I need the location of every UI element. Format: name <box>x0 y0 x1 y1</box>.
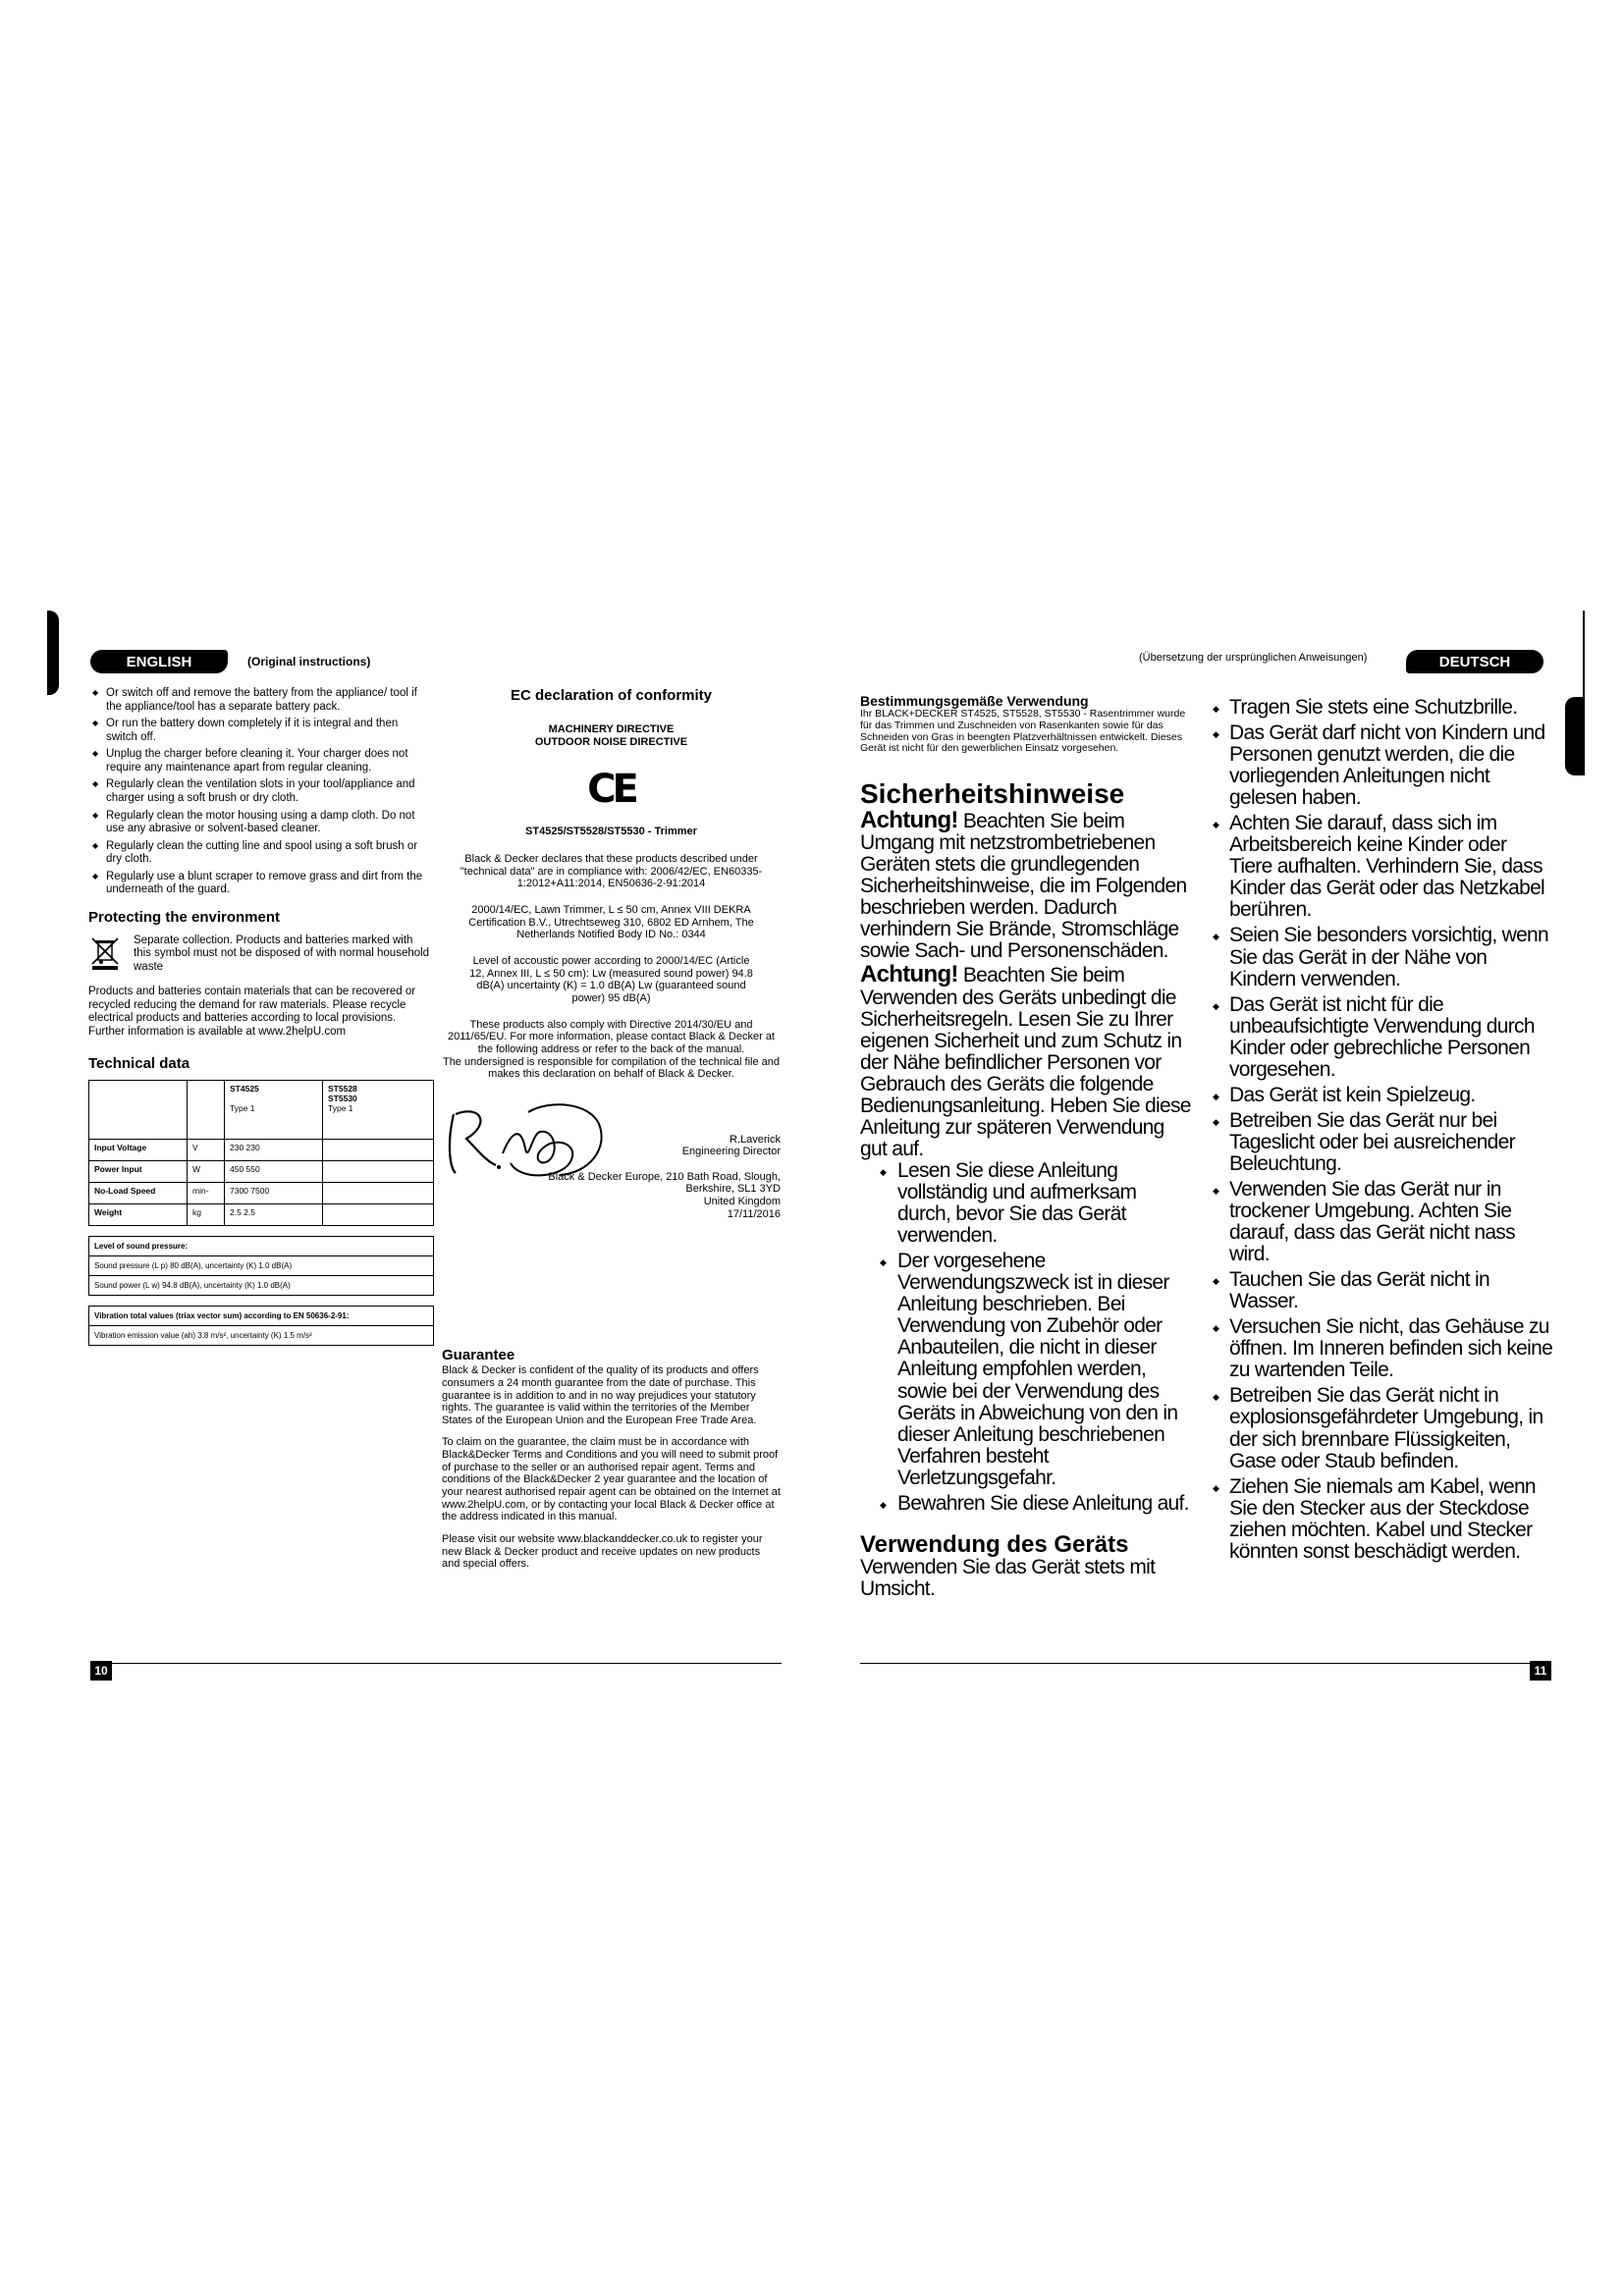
list-item: ◆ Versuchen Sie nicht, das Gehäuse zu öffnen. Im Inneren befinden sich keine zu wartenden Teile. <box>1210 1316 1553 1381</box>
vibration-table <box>88 1306 434 1346</box>
warning-word: Achtung! <box>860 961 958 988</box>
list-item: ◆ Or switch off and remove the battery from the appliance/ tool if the appliance/tool has a separate battery pack. <box>88 687 430 714</box>
sound-heading: Level of sound pressure: <box>89 1237 434 1256</box>
language-label-deutsch: DEUTSCH <box>1406 650 1543 673</box>
ec-model: ST4525/ST5528/ST5530 - Trimmer <box>525 825 697 837</box>
footer-rule-right <box>860 1663 1530 1664</box>
list-item: ◆ Seien Sie besonders vorsichtig, wenn Sie das Gerät in der Nähe von Kindern verwenden. <box>1210 925 1553 989</box>
vibration-heading: Vibration total values (triax vector sum) according to EN 50636-2-91: <box>89 1307 434 1326</box>
table-row: Weight kg 2.5 2.5 <box>89 1204 434 1226</box>
guarantee-p1: Black & Decker is confident of the quality of its products and offers consumers a 24 month guarantee from the date of purchase. This guarantee is in addition to and in no way prejudices your statutory rights. The guarantee is valid within the territories of the Member States of the European Union and the European Free Trade Area. <box>442 1364 759 1426</box>
ec-compliance-text: Black & Decker declares that these products described under "technical data" are in compliance with: 2006/42/EC, EN60335-1:2012+A11:2014, EN50636-2-91:2014 <box>460 853 763 890</box>
list-item: ◆ Ziehen Sie niemals am Kabel, wenn Sie den Stecker aus der Steckdose ziehen möchten. Kabel und Stecker könnten sonst beschädigt werden. <box>1210 1476 1553 1563</box>
vibration-row: Vibration emission value (ah) 3.8 m/s², uncertainty (K) 1.5 m/s² <box>89 1326 434 1346</box>
list-item: ◆ Regularly use a blunt scraper to remove grass and dirt from the underneath of the guard. <box>88 871 430 897</box>
signer-title: Engineering Director <box>681 1146 781 1158</box>
intended-use-heading: Bestimmungsgemäße Verwendung <box>860 693 1089 709</box>
ce-mark-icon: CE <box>587 766 635 812</box>
left-edge-tab <box>47 611 59 695</box>
table-row: Input Voltage V 230 230 <box>89 1140 434 1161</box>
right-edge-line <box>1583 611 1585 699</box>
list-item: ◆ Das Gerät ist nicht für die unbeaufsichtigte Verwendung durch Kinder oder gebrechliche Personen vorgesehen. <box>1210 994 1553 1081</box>
list-item: ◆ Tauchen Sie das Gerät nicht in Wasser. <box>1210 1269 1553 1312</box>
safety-bullets <box>1210 697 1553 1563</box>
list-item: ◆ Unplug the charger before cleaning it. Your charger does not require any maintenance apart from regular cleaning. <box>88 748 430 774</box>
use-text: Verwenden Sie das Gerät stets mit Umsicht. <box>860 1555 1156 1601</box>
guarantee-section <box>442 1347 781 1580</box>
outdoor-noise-directive: OUTDOOR NOISE DIRECTIVE <box>534 735 688 748</box>
env-notice <box>88 934 430 975</box>
model-st4525: ST4525 <box>230 1084 259 1095</box>
technical-data-table: ST4525 Type 1 ST5528 ST5530 Type 1 Input Voltage V 230 230 Power Input W 450 550 No-Load Speed min- 7300 7500 Weight kg 2.5 2.5 <box>88 1080 434 1226</box>
env-heading: Protecting the environment <box>88 908 281 926</box>
tech-heading: Technical data <box>88 1054 190 1072</box>
ec-other-directives: These products also comply with Directive 2014/30/EU and 2011/65/EU. For more information, please contact Black & Decker at the following address or refer to the back of the manual. <box>447 1018 775 1055</box>
sound-power-row: Sound power (L w) 94.8 dB(A), uncertainty (K) 1.0 dB(A) <box>89 1276 434 1296</box>
signature-block <box>442 1095 781 1193</box>
list-item: ◆ Regularly clean the motor housing using a damp cloth. Do not use any abrasive or solvent-based cleaner. <box>88 810 430 836</box>
right-edge-tab <box>1565 697 1585 775</box>
footer-rule-left <box>112 1663 782 1664</box>
safety-warning-2: Achtung! Beachten Sie beim Verwenden des Geräts unbedingt die Sicherheitsregeln. Lesen Sie zu Ihrer eigenen Sicherheit und zum Schutz in der Nähe befindlicher Personen vor Gebrauch des Geräts die folgende Bedienungsanleitung. Heben Sie diese Anleitung zur späteren Verwendung gut auf. <box>860 961 1191 1160</box>
maintenance-list <box>88 687 430 897</box>
env-paragraph: Products and batteries contain materials that can be recovered or recycled reducing the demand for raw materials. Please recycle electrical products and batteries according to local provisions. Further information is available at www.2helpU.com <box>88 986 416 1038</box>
machinery-directive: MACHINERY DIRECTIVE <box>548 723 675 736</box>
list-item: ◆ Tragen Sie stets eine Schutzbrille. <box>1210 697 1553 719</box>
signer-name: R.Laverick <box>730 1133 781 1146</box>
list-item: ◆ Regularly clean the ventilation slots in your tool/appliance and charger using a soft brush or dry cloth. <box>88 778 430 805</box>
safety-heading: Sicherheitshinweise <box>860 778 1125 809</box>
list-item: ◆ Betreiben Sie das Gerät nur bei Tageslicht oder bei ausreichender Beleuchtung. <box>1210 1110 1553 1175</box>
translation-label: (Übersetzung der ursprünglichen Anweisungen) <box>1139 652 1368 664</box>
address-line-2: Berkshire, SL1 3YD <box>685 1183 781 1196</box>
intended-use-text: Ihr BLACK+DECKER ST4525, ST5528, ST5530 - Rasentrimmer wurde für das Trimmen und Zuschneiden von Rasenkanten sowie für das Schneiden von Gras in beengten Platzverhältnissen entwickelt. Dieses Gerät ist nicht für den gewerblichen Einsatz vorgesehen. <box>860 708 1186 755</box>
table-row: No-Load Speed min- 7300 7500 <box>89 1183 434 1204</box>
use-heading: Verwendung des Geräts <box>860 1530 1129 1558</box>
page-number-right: 11 <box>1530 1661 1551 1681</box>
list-item: ◆ Verwenden Sie das Gerät nur in trockener Umgebung. Achten Sie darauf, dass das Gerät nicht nass wird. <box>1210 1179 1553 1265</box>
crossed-bin-icon <box>88 934 124 970</box>
german-column-1 <box>860 693 1194 1600</box>
original-instructions-label: (Original instructions) <box>247 655 371 668</box>
warning-word: Achtung! <box>860 807 958 833</box>
table-row: Power Input W 450 550 <box>89 1161 434 1183</box>
declaration-date: 17/11/2016 <box>727 1207 781 1220</box>
language-label-english: ENGLISH <box>90 650 228 673</box>
list-item: ◆ Or run the battery down completely if it is integral and then switch off. <box>88 718 430 744</box>
list-item: ◆ Lesen Sie diese Anleitung vollständig und aufmerksam durch, bevor Sie das Gerät verwenden. <box>860 1160 1194 1247</box>
guarantee-p2: To claim on the guarantee, the claim must be in accordance with Black&Decker Terms and Conditions and you will need to submit proof of purchase to the seller or an authorised repair agent. Terms and conditions of the Black&Decker 2 year guarantee and the location of your nearest authorised repair agent can be obtained on the Internet at www.2helpU.com, or by contacting your local Black & Decker office at the address indicated in this manual. <box>442 1436 781 1523</box>
ec-responsibility: The undersigned is responsible for compilation of the technical file and makes this declaration on behalf of Black & Decker. <box>442 1055 781 1081</box>
guarantee-p3: Please visit our website www.blackanddecker.co.uk to register your new Black & Decker product and receive updates on new products and special offers. <box>442 1532 763 1571</box>
safety-warning-1: Achtung! Beachten Sie beim Umgang mit netzstrombetriebenen Geräten stets die grundlegenden Sicherheitshinweise, die im Folgenden beschrieben werden. Dadurch verhindern Sie Brände, Stromschläge sowie Sach- und Personenschäden. <box>860 807 1187 963</box>
signature-image <box>442 1095 609 1183</box>
english-column <box>88 687 430 1346</box>
manual-bullets <box>860 1160 1194 1515</box>
env-icon-text: Separate collection. Products and batteries marked with this symbol must not be disposed of with normal household waste <box>134 934 430 973</box>
address-line-3: United Kingdom <box>703 1196 781 1208</box>
list-item: ◆ Regularly clean the cutting line and spool using a soft brush or dry cloth. <box>88 840 430 867</box>
ec-acoustic-text: Level of accoustic power according to 2000/14/EC (Article 12, Annex III, L ≤ 50 cm): Lw (measured sound power) 94.8 dB(A) uncertainty (K) = 1.0 dB(A) Lw (guaranteed sound power) 95 dB(A) <box>469 955 753 1004</box>
sound-level-table <box>88 1236 434 1296</box>
ec-title: EC declaration of conformity <box>510 687 713 704</box>
ec-noise-text: 2000/14/EC, Lawn Trimmer, L ≤ 50 cm, Annex VIII DEKRA Certification B.V., Utrechtseweg 310, 6802 ED Arnhem, The Netherlands Notified Body ID No.: 0344 <box>468 904 754 941</box>
list-item: ◆ Das Gerät darf nicht von Kindern und Personen genutzt werden, die die vorliegenden Anleitungen nicht gelesen haben. <box>1210 722 1553 809</box>
list-item: ◆ Der vorgesehene Verwendungszweck ist in dieser Anleitung beschrieben. Bei Verwendung von Zubehör oder Anbauteilen, die nicht in dieser Anleitung empfohlen werden, sowie bei der Verwendung des Geräts in Abweichung von den in dieser Anleitung beschriebenen Verfahren besteht Verletzungsgefahr. <box>860 1251 1194 1489</box>
page-number-left: 10 <box>90 1661 112 1681</box>
list-item: ◆ Achten Sie darauf, dass sich im Arbeitsbereich keine Kinder oder Tiere aufhalten. Verhindern Sie, dass Kinder das Gerät oder das Netzkabel berühren. <box>1210 813 1553 921</box>
ec-declaration <box>442 687 781 1220</box>
list-item: ◆ Bewahren Sie diese Anleitung auf. <box>860 1493 1194 1515</box>
address-line-1: Black & Decker Europe, 210 Bath Road, Slough, <box>548 1170 781 1183</box>
list-item: ◆ Betreiben Sie das Gerät nicht in explosionsgefährdeter Umgebung, in der sich brennbare Flüssigkeiten, Gase oder Staub befinden. <box>1210 1385 1553 1471</box>
list-item: ◆ Das Gerät ist kein Spielzeug. <box>1210 1085 1553 1106</box>
guarantee-title: Guarantee <box>442 1347 515 1363</box>
sound-pressure-row: Sound pressure (L p) 80 dB(A), uncertainty (K) 1.0 dB(A) <box>89 1256 434 1276</box>
german-column-2 <box>1210 697 1553 1567</box>
